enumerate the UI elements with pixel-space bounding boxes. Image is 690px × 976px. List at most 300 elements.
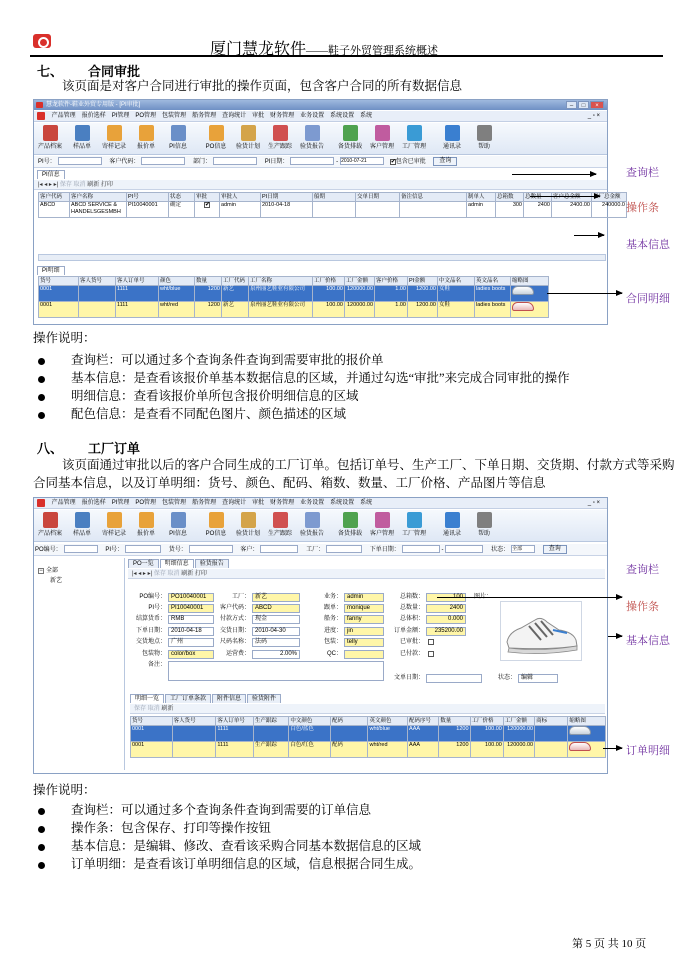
menu-item-5[interactable]: 包装管理 — [162, 500, 187, 506]
pack-label: 包装： — [323, 639, 342, 645]
section7-number: 七、 — [37, 64, 64, 79]
table-cell: 2400.00 — [552, 202, 592, 218]
annotation-basic-info: 基本信息 — [626, 239, 670, 251]
toolbar-button-7[interactable] — [232, 125, 264, 151]
toolbar-icon-8 — [273, 512, 288, 528]
toolbar-button-8[interactable] — [264, 125, 296, 151]
toolbar-icon-5 — [171, 125, 186, 141]
thumbnail-cell — [568, 726, 606, 742]
po-no-label: PO编号： — [35, 547, 62, 553]
table-cell[interactable] — [195, 202, 220, 218]
mdi-controls[interactable]: _ ▫ × — [587, 500, 600, 506]
save-button[interactable]: 保存 — [153, 571, 166, 577]
factory-select[interactable] — [326, 545, 362, 553]
annotation-action-bar: 操作条 — [626, 202, 659, 214]
size-field[interactable]: 法码 — [252, 638, 300, 647]
toolbar-icon-5 — [171, 512, 186, 528]
menu-item-1[interactable]: 产品管理 — [51, 500, 76, 506]
toolbar-label: 通讯录 — [442, 144, 461, 150]
query-bar: PO编号： PI号： 货号： 客户： 工厂： 下单日期： - 状态： 全部 查询 — [34, 544, 607, 556]
column-header: 工厂金额 — [503, 717, 534, 726]
mdi-controls[interactable]: _ ▫ × — [587, 113, 600, 119]
doc-date-field[interactable] — [426, 674, 482, 683]
basic-info-arrow — [574, 235, 604, 236]
page-footer: 第 5 页 共 10 页 — [572, 938, 647, 950]
table-cell: 1200.00 — [408, 286, 438, 302]
pi-date-to-input[interactable]: 2010-07-21 — [340, 157, 384, 165]
paid-checkbox[interactable] — [428, 651, 434, 657]
include-approved-label: 包含已审批 — [395, 159, 426, 165]
section8-note-3: 基本信息：是编辑、修改、查看该采购合同基本数据信息的区域 — [38, 836, 421, 854]
table-cell: 新艺 — [222, 286, 249, 302]
dept-input[interactable] — [213, 157, 257, 165]
section8-title: 工厂订单 — [88, 441, 141, 456]
table-cell: 100.00 — [470, 742, 503, 758]
toolbar-icon-4 — [139, 512, 154, 528]
toolbar-button-8[interactable] — [264, 512, 296, 538]
table-cell — [400, 202, 467, 218]
menu-item-1[interactable]: 产品管理 — [51, 113, 76, 119]
remark-field[interactable] — [168, 661, 384, 681]
toolbar-button-11[interactable] — [366, 512, 398, 538]
approve-checkbox[interactable]: ✔ — [205, 202, 211, 208]
table-cell — [535, 726, 568, 742]
table-cell: 1200 — [439, 726, 470, 742]
customer-code-input[interactable] — [141, 157, 185, 165]
table-cell: 2010-04-18 — [261, 202, 313, 218]
column-header: 客人货号 — [79, 277, 116, 286]
toolbar-label: 报价单 — [136, 144, 155, 150]
toolbar-icon-9 — [305, 512, 320, 528]
column-header: 工厂金额 — [345, 277, 375, 286]
toolbar-label: PI信息 — [169, 531, 187, 537]
table-cell: AAA — [408, 742, 439, 758]
table-cell: 0001 — [131, 726, 173, 742]
packing-field[interactable]: color/box — [168, 650, 214, 659]
menu-item-10[interactable]: 业务设置 — [300, 500, 325, 506]
column-header: 工厂总金额 — [592, 193, 627, 202]
po-no-input[interactable] — [64, 545, 98, 553]
progress-field[interactable]: jin — [344, 627, 384, 636]
include-approved-checkbox[interactable]: ✔ — [390, 159, 396, 165]
pi-no-input[interactable] — [125, 545, 161, 553]
toolbar-label: 样品单 — [72, 531, 91, 537]
toolbar-label: 验货计划 — [235, 531, 260, 537]
toolbar-button-5[interactable] — [162, 125, 194, 151]
window-title: 慧龙软件-鞋业外贸专用版 - [PI审批] — [34, 100, 607, 110]
customer-code-label: 客户代码： — [109, 159, 140, 165]
menu-item-12[interactable]: 系统 — [360, 113, 373, 119]
column-header: 客人订单号 — [216, 717, 254, 726]
tab-detail-list[interactable]: 明细一览 — [130, 694, 164, 703]
toolbar-label: 报价单 — [136, 531, 155, 537]
pi-detail-table — [38, 276, 549, 318]
product-image — [500, 601, 582, 661]
toolbar-icon-9 — [305, 125, 320, 141]
table-cell: ABCD SERVICE & HANDELSGESMBH — [70, 202, 127, 218]
menu-item-10[interactable]: 业务设置 — [300, 113, 325, 119]
refresh-button[interactable]: 刷新 — [87, 182, 100, 188]
table-cell — [535, 742, 568, 758]
section7-note-1: 查询栏：可以通过多个查询条件查询到需要审批的报价单 — [38, 350, 384, 368]
tab-order-terms[interactable]: 工厂订单条款 — [165, 694, 211, 703]
table-cell: 白色/红色 — [289, 742, 331, 758]
app-menu-icon — [37, 112, 45, 120]
toolbar-button-1[interactable] — [34, 125, 66, 151]
menu-item-11[interactable]: 系统设置 — [330, 113, 355, 119]
po-no-field[interactable]: PO10040001 — [168, 593, 214, 602]
menu-item-7[interactable]: 查询统计 — [222, 500, 247, 506]
payment-label: 付款方式： — [219, 616, 250, 622]
menu-item-8[interactable]: 审批 — [252, 113, 265, 119]
annotation-basic-info: 基本信息 — [626, 635, 670, 647]
table-cell — [356, 202, 400, 218]
toolbar-label: 帮助 — [477, 144, 490, 150]
fee-label: 运营费： — [225, 651, 250, 657]
column-header: 缩略图 — [568, 717, 606, 726]
factory-label: 工厂： — [231, 594, 250, 600]
column-header: 制单人 — [467, 193, 496, 202]
section8-intro-line1: 该页面通过审批以后的客户合同生成的工厂订单。包括订单号、生产工厂、下单日期、交货期、付款方式等采购 — [62, 458, 675, 472]
menu-item-4[interactable]: PO管理 — [135, 500, 157, 506]
toolbar-button-13[interactable] — [436, 512, 468, 538]
delivery-label: 交货日期： — [219, 628, 250, 634]
menu-item-7[interactable]: 查询统计 — [222, 113, 247, 119]
status-label: 状态： — [491, 547, 510, 553]
table-cell: 女鞋 — [438, 286, 475, 302]
section7-note-3: 明细信息：查看该报价单所包含报价明细信息的区域 — [38, 386, 359, 404]
pi-date-from-input[interactable] — [290, 157, 334, 165]
horizontal-scrollbar[interactable] — [38, 254, 606, 261]
pi-no-label: PI号： — [148, 605, 166, 611]
factory-field[interactable]: 新艺 — [252, 593, 300, 602]
menu-item-6[interactable]: 船务管理 — [192, 113, 217, 119]
toolbar-button-4[interactable] — [130, 125, 162, 151]
action-bar-arrow — [437, 597, 622, 598]
toolbar-button-13[interactable] — [436, 125, 468, 151]
tab-pi-info[interactable]: PI信息 — [37, 170, 65, 179]
print-button[interactable]: 打印 — [100, 182, 113, 188]
follow-field[interactable]: monique — [344, 604, 384, 613]
toolbar-label: PI信息 — [169, 144, 187, 150]
column-header: 总数量 — [524, 193, 552, 202]
table-cell: 泉州丽艺鞋业有限公司 — [249, 302, 313, 318]
place-field[interactable]: 广州 — [168, 638, 214, 647]
table-cell — [253, 726, 288, 742]
table-row[interactable] — [39, 302, 549, 318]
toolbar-button-2[interactable] — [66, 512, 98, 538]
total-boxes-field[interactable]: 100 — [426, 593, 466, 602]
currency-label: 结算货币： — [135, 616, 166, 622]
pi-date-label: PI日期： — [264, 159, 289, 165]
toolbar-label: 寄样记录 — [101, 531, 126, 537]
table-cell: ladies boots — [475, 286, 511, 302]
toolbar-icon-7 — [241, 512, 256, 528]
table-row[interactable] — [131, 742, 606, 758]
menu-item-8[interactable]: 审批 — [252, 500, 265, 506]
annotation-action-bar: 操作条 — [626, 601, 659, 613]
total-volume-field[interactable]: 0.000 — [426, 615, 466, 624]
toolbar-button-6[interactable] — [200, 125, 232, 151]
section8-note-4: 订单明细：是查看该订单明细信息的区域，信息根据合同生成。 — [38, 854, 421, 872]
menu-item-2[interactable]: 报价选样 — [81, 500, 106, 506]
toolbar-button-5[interactable] — [162, 512, 194, 538]
toolbar-button-7[interactable] — [232, 512, 264, 538]
payment-field[interactable]: 现金 — [252, 615, 300, 624]
table-cell: 300 — [496, 202, 524, 218]
toolbar-button-11[interactable] — [366, 125, 398, 151]
menu-item-4[interactable]: PO管理 — [135, 113, 157, 119]
company-logo — [33, 34, 51, 48]
order-amount-field[interactable]: 235200.00 — [426, 627, 466, 636]
shoe-image — [501, 602, 581, 660]
table-cell: 100.00 — [313, 302, 345, 318]
order-date-from[interactable] — [402, 545, 440, 553]
refresh-button[interactable]: 刷新 — [181, 571, 194, 577]
po-detail-tabs — [130, 694, 282, 703]
order-date-to[interactable] — [445, 545, 483, 553]
action-bar — [128, 569, 605, 579]
query-button[interactable]: 查询 — [543, 545, 567, 554]
column-header: 审批人 — [220, 193, 261, 202]
table-cell: 0001 — [39, 286, 79, 302]
pi-approval-window — [33, 99, 625, 325]
cancel-button[interactable]: 取消 — [73, 182, 86, 188]
shoe-thumbnail-icon — [569, 742, 591, 751]
toolbar-label: PO信息 — [205, 144, 227, 150]
detail-action-bar — [130, 704, 605, 714]
delivery-field[interactable]: 2010-04-30 — [252, 627, 300, 636]
table-cell: wht/blue — [159, 286, 195, 302]
total-boxes-label: 总箱数： — [399, 594, 424, 600]
tree-divider — [124, 558, 125, 770]
tree-node-factory[interactable]: 新艺 — [50, 578, 63, 584]
pi-detail-header-row — [39, 277, 549, 286]
pack-field[interactable]: telly — [344, 638, 384, 647]
fee-field[interactable]: 2.00% — [252, 650, 300, 659]
order-date-label: 下单日期： — [369, 547, 400, 553]
table-cell: 女鞋 — [438, 302, 475, 318]
table-cell: wht/red — [159, 302, 195, 318]
tab-inspection-report[interactable]: 验货报告 — [195, 559, 229, 568]
menu-item-3[interactable]: PI管理 — [111, 113, 130, 119]
toolbar-button-12[interactable] — [398, 125, 430, 151]
po-tabs — [128, 559, 230, 568]
order-date-field[interactable]: 2010-04-18 — [168, 627, 214, 636]
cust-code-label: 客户代码： — [219, 605, 250, 611]
table-cell: ladies boots — [475, 302, 511, 318]
maximize-icon[interactable]: □ — [578, 101, 589, 109]
tab-detail-info[interactable]: 明细信息 — [160, 559, 194, 568]
table-cell: admin — [220, 202, 261, 218]
table-cell: 1111 — [216, 726, 254, 742]
column-header: PI号 — [127, 193, 169, 202]
menu-item-3[interactable]: PI管理 — [111, 500, 130, 506]
annotation-query-bar: 查询栏 — [626, 167, 659, 179]
menu-bar — [34, 111, 607, 122]
tab-inspection-attachments[interactable]: 验货附件 — [247, 694, 281, 703]
toolbar-button-9[interactable] — [296, 125, 328, 151]
toolbar-icon-10 — [343, 512, 358, 528]
total-qty-field[interactable]: 2400 — [426, 604, 466, 613]
section7-notes-title: 操作说明： — [33, 331, 96, 345]
state-field[interactable]: 编辑 — [518, 674, 558, 683]
toolbar-button-9[interactable] — [296, 512, 328, 538]
paid-label: 已付款： — [399, 651, 424, 657]
currency-field[interactable]: RMB — [168, 615, 214, 624]
menu-item-11[interactable]: 系统设置 — [330, 500, 355, 506]
toolbar-label: 生产跟踪 — [267, 531, 292, 537]
tab-attachments[interactable]: 附件信息 — [212, 694, 246, 703]
toolbar-button-3[interactable] — [98, 125, 130, 151]
item-no-input[interactable] — [189, 545, 233, 553]
column-header: 配码 — [330, 717, 368, 726]
order-detail-arrow — [603, 748, 622, 749]
toolbar-button-6[interactable] — [200, 512, 232, 538]
cust-code-field[interactable]: ABCD — [252, 604, 300, 613]
toolbar-icon-1 — [43, 125, 58, 141]
toolbar-button-4[interactable] — [130, 512, 162, 538]
size-label: 尺码名称： — [219, 639, 250, 645]
dept-label: 部门： — [193, 159, 212, 165]
table-cell: 2400 — [524, 202, 552, 218]
biz-field[interactable]: admin — [344, 593, 384, 602]
pi-no-input[interactable] — [58, 157, 102, 165]
tab-po-list[interactable]: PO一览 — [128, 559, 159, 568]
section8-notes-title: 操作说明： — [33, 783, 96, 797]
column-header: 缩略图 — [511, 277, 549, 286]
toolbar-icon-11 — [375, 512, 390, 528]
toolbar-icon-14 — [477, 512, 492, 528]
column-header: 工厂价格 — [470, 717, 503, 726]
menu-item-6[interactable]: 船务管理 — [192, 500, 217, 506]
column-header: 客人订单号 — [116, 277, 159, 286]
menu-item-9[interactable]: 财务管理 — [270, 113, 295, 119]
section8-note-2: 操作条：包含保存、打印等操作按钮 — [38, 818, 271, 836]
toolbar-label: 备货排载 — [337, 531, 362, 537]
approved-label: 已审批： — [399, 639, 424, 645]
save-button[interactable]: 保存 — [59, 182, 72, 188]
doc-date-label: 文单日期： — [393, 675, 424, 681]
toolbar-icon-11 — [375, 125, 390, 141]
print-button[interactable]: 打印 — [194, 571, 207, 577]
toolbar-icon-6 — [209, 125, 224, 141]
column-header: 总箱数 — [496, 193, 524, 202]
shipping-clerk-field[interactable]: fanny — [344, 615, 384, 624]
minimize-icon[interactable]: – — [566, 101, 577, 109]
po-no-label: PO编号： — [139, 594, 166, 600]
pi-no-field[interactable]: PI10040001 — [168, 604, 214, 613]
menu-item-5[interactable]: 包装管理 — [162, 113, 187, 119]
progress-label: 进度： — [323, 628, 342, 634]
column-header: 数量 — [439, 717, 470, 726]
query-bar: PI号： 客户代码： 部门： PI日期： - 2010-07-21 ✔包含已审批 查询 — [34, 156, 607, 168]
toolbar-button-14[interactable] — [468, 512, 500, 538]
customer-select[interactable] — [260, 545, 298, 553]
toolbar-icon-7 — [241, 125, 256, 141]
column-header: 交单日期 — [356, 193, 400, 202]
basic-info-arrow — [608, 636, 622, 637]
table-cell: admin — [467, 202, 496, 218]
toolbar-label: 产品档案 — [37, 144, 62, 150]
factory-label: 工厂： — [306, 547, 325, 553]
pi-tabs — [37, 170, 66, 179]
follow-label: 跟单： — [323, 605, 342, 611]
close-icon[interactable]: × — [590, 101, 604, 109]
column-header: 工厂代码 — [222, 277, 249, 286]
pi-info-header-row — [39, 193, 627, 202]
qc-field[interactable] — [344, 650, 384, 659]
table-cell: 确定 — [169, 202, 195, 218]
factory-order-window — [33, 497, 608, 774]
column-header: 货号 — [39, 277, 79, 286]
header-subtitle: ——鞋子外贸管理系统概述 — [306, 45, 439, 57]
table-cell: 120000.00 — [503, 726, 534, 742]
tab-pi-detail[interactable]: PI明细 — [37, 266, 65, 275]
column-header: 中文品名 — [438, 277, 475, 286]
toolbar-label: 样品单 — [72, 144, 91, 150]
toolbar-label: 帮助 — [477, 531, 490, 537]
toolbar-button-14[interactable] — [468, 125, 500, 151]
toolbar-label: 生产跟踪 — [267, 144, 292, 150]
column-header: 英文颜色 — [368, 717, 408, 726]
nav-arrows-icon[interactable]: |◂ ◂ ▸ ▸| — [38, 182, 59, 188]
table-cell — [172, 726, 216, 742]
nav-arrows-icon[interactable]: |◂ ◂ ▸ ▸| — [132, 571, 153, 577]
table-row[interactable] — [131, 726, 606, 742]
table-cell: 1200 — [195, 286, 222, 302]
table-cell: 1200 — [439, 742, 470, 758]
toolbar-button-12[interactable] — [398, 512, 430, 538]
table-cell: 120000.00 — [345, 302, 375, 318]
menu-item-9[interactable]: 财务管理 — [270, 500, 295, 506]
table-cell: 生产跟踪 — [253, 742, 288, 758]
column-header: 备注信息 — [400, 193, 467, 202]
item-no-label: 货号： — [168, 547, 187, 553]
detail-refresh-button[interactable]: 刷新 — [161, 706, 174, 712]
toolbar-button-10[interactable] — [334, 512, 366, 538]
approved-checkbox[interactable] — [428, 639, 434, 645]
place-label: 交货地点： — [135, 639, 166, 645]
table-cell: 1.00 — [375, 302, 408, 318]
toolbar-icon-1 — [43, 512, 58, 528]
menu-item-2[interactable]: 报价选样 — [81, 113, 106, 119]
column-header: 英文品名 — [475, 277, 511, 286]
cancel-button[interactable]: 取消 — [167, 571, 180, 577]
toolbar-button-10[interactable] — [334, 125, 366, 151]
pi-detail-tabs — [37, 266, 66, 275]
total-volume-label: 总体积： — [399, 616, 424, 622]
detail-save-button[interactable]: 保存 — [134, 706, 147, 712]
toolbar-button-1[interactable] — [34, 512, 66, 538]
query-button[interactable]: 查询 — [433, 157, 457, 166]
table-row[interactable] — [39, 286, 549, 302]
tree-node-all[interactable]: − 全部 — [39, 568, 59, 574]
toolbar-button-3[interactable] — [98, 512, 130, 538]
column-header: 颜色 — [159, 277, 195, 286]
toolbar-button-2[interactable] — [66, 125, 98, 151]
detail-cancel-button[interactable]: 取消 — [147, 706, 160, 712]
pi-info-row[interactable] — [39, 202, 627, 218]
menu-item-12[interactable]: 系统 — [360, 500, 373, 506]
state-label: 状态： — [497, 675, 516, 681]
table-cell: wht/red — [368, 742, 408, 758]
toolbar-icon-12 — [407, 125, 422, 141]
toolbar-label: 客户管理 — [369, 144, 394, 150]
shoe-thumbnail-icon — [512, 286, 534, 295]
column-header: 客户代码 — [39, 193, 70, 202]
status-select[interactable]: 全部 — [511, 545, 535, 553]
